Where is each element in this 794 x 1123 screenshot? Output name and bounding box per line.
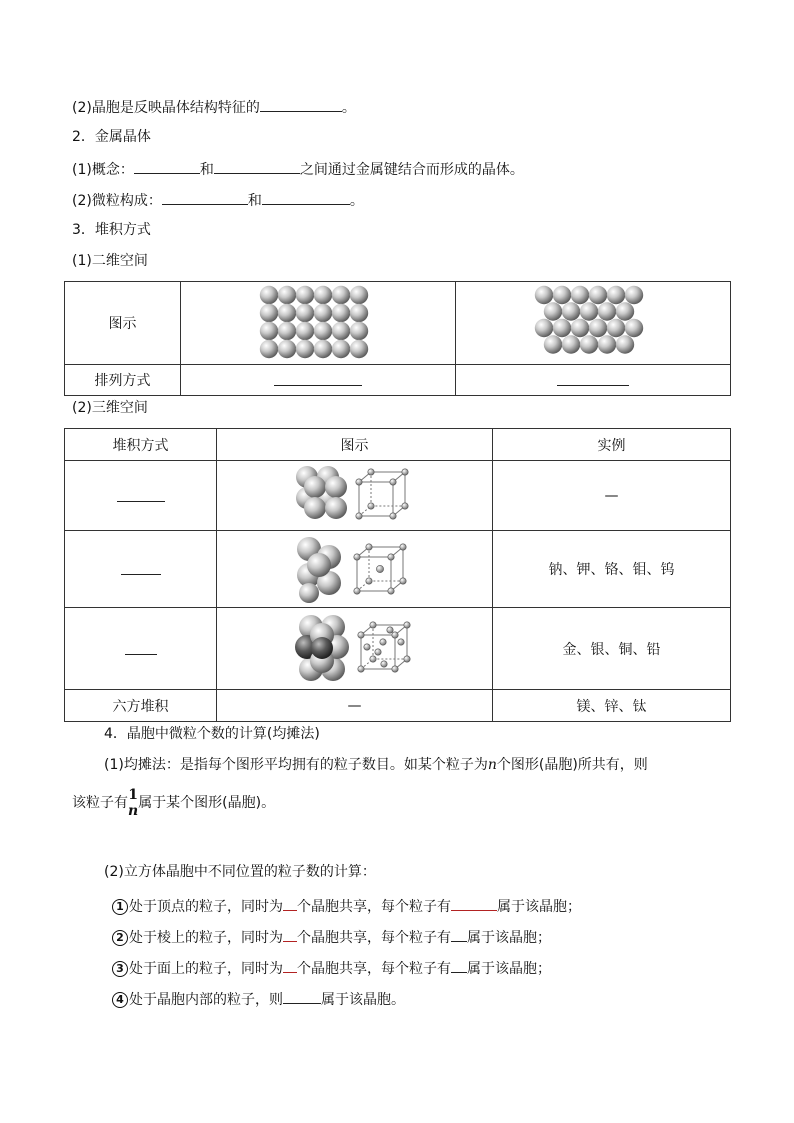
blank[interactable]: [557, 370, 629, 386]
sphere: [589, 319, 607, 337]
sphere: [562, 302, 580, 320]
bcc-diagram: [217, 531, 493, 608]
sphere: [296, 286, 314, 304]
sphere: [314, 286, 332, 304]
sphere: [314, 304, 332, 322]
simple-cubic-diagram: [217, 461, 493, 531]
sphere: [544, 302, 562, 320]
sphere: [350, 304, 368, 322]
blank[interactable]: [283, 988, 321, 1004]
example-cell: 金、银、铜、铅: [493, 608, 731, 690]
blank[interactable]: [117, 486, 165, 502]
method-cell: 六方堆积: [65, 690, 217, 722]
square-packing-spheres: [258, 285, 378, 361]
circled-number: 3: [112, 961, 128, 977]
table-3d-stacking: [64, 428, 731, 722]
sphere: [296, 340, 314, 358]
sphere: [260, 304, 278, 322]
sphere: [278, 286, 296, 304]
blank[interactable]: [262, 189, 350, 205]
item-vertex: 1 处于顶点的粒子，同时为 个晶胞共享，每个粒子有 属于该晶胞；: [112, 895, 581, 917]
blank[interactable]: [283, 957, 297, 973]
sphere: [625, 286, 643, 304]
sphere: [553, 319, 571, 337]
para-average-method-2: 该粒子有 1 n 属于某个图形(晶胞)。: [72, 787, 276, 819]
sphere: [260, 322, 278, 340]
simple-cubic-figure: [295, 464, 415, 528]
example-cell: 镁、锌、钛: [493, 690, 731, 722]
example-cell: 钠、钾、铬、钼、钨: [493, 531, 731, 608]
sphere: [607, 319, 625, 337]
hex-packing-spheres: [533, 285, 653, 361]
sphere: [607, 286, 625, 304]
item-edge: 2 处于棱上的粒子，同时为 个晶胞共享，每个粒子有 属于该晶胞；: [112, 926, 551, 948]
hex-packing-diagram: [456, 282, 731, 365]
sphere: [580, 302, 598, 320]
sphere: [278, 340, 296, 358]
blank[interactable]: [451, 895, 497, 911]
blank[interactable]: [134, 158, 200, 174]
bcc-figure: [295, 535, 415, 603]
heading-stacking: 3．堆积方式: [72, 222, 151, 238]
circled-number: 4: [112, 992, 128, 1008]
heading-2d: (1)二维空间: [72, 253, 148, 269]
sphere: [296, 304, 314, 322]
heading-section4: 4．晶胞中微粒个数的计算(均摊法): [104, 726, 320, 742]
sphere: [544, 335, 562, 353]
example-cell: —: [493, 461, 731, 531]
header-diagram: 图示: [217, 429, 493, 461]
row-label-arrangement: 排列方式: [65, 365, 181, 396]
para-cubic-cell: (2)立方体晶胞中不同位置的粒子数的计算：: [104, 864, 376, 880]
line-unit-cell: (2)晶胞是反映晶体结构特征的 。: [72, 96, 356, 118]
blank[interactable]: [274, 370, 362, 386]
sphere: [332, 322, 350, 340]
blank[interactable]: [283, 895, 297, 911]
blank[interactable]: [121, 559, 161, 575]
sphere: [535, 286, 553, 304]
blank[interactable]: [214, 158, 300, 174]
sphere: [260, 340, 278, 358]
diagram-cell: —: [217, 690, 493, 722]
sphere: [598, 335, 616, 353]
sphere: [278, 304, 296, 322]
line-particles: (2)微粒构成： 和 。: [72, 189, 364, 211]
blank[interactable]: [283, 926, 297, 942]
sphere: [625, 319, 643, 337]
sphere: [332, 286, 350, 304]
line-concept: (1)概念： 和 之间通过金属键结合而形成的晶体。: [72, 158, 524, 180]
circled-number: 1: [112, 899, 128, 915]
sphere: [553, 286, 571, 304]
sphere: [598, 302, 616, 320]
sphere: [562, 335, 580, 353]
table-2d-stacking: [64, 281, 731, 396]
sphere: [535, 319, 553, 337]
row-label-diagram: 图示: [65, 282, 181, 365]
heading-3d: (2)三维空间: [72, 400, 148, 416]
fcc-diagram: [217, 608, 493, 690]
square-packing-diagram: [181, 282, 456, 365]
blank[interactable]: [162, 189, 248, 205]
blank[interactable]: [451, 926, 467, 942]
header-method: 堆积方式: [65, 429, 217, 461]
blank[interactable]: [125, 639, 157, 655]
sphere: [571, 319, 589, 337]
sphere: [350, 322, 368, 340]
blank[interactable]: [260, 96, 342, 112]
blank[interactable]: [451, 957, 467, 973]
sphere: [350, 340, 368, 358]
sphere: [580, 335, 598, 353]
sphere: [571, 286, 589, 304]
sphere: [350, 286, 368, 304]
circled-number: 2: [112, 930, 128, 946]
sphere: [296, 322, 314, 340]
item-face: 3 处于面上的粒子，同时为 个晶胞共享，每个粒子有 属于该晶胞；: [112, 957, 551, 979]
fraction: 1 n: [128, 787, 139, 819]
sphere: [616, 302, 634, 320]
sphere: [260, 286, 278, 304]
heading-metal-crystal: 2．金属晶体: [72, 129, 151, 145]
para-average-method: (1)均摊法：是指每个图形平均拥有的粒子数目。如某个粒子为n个图形(晶胞)所共有，则: [104, 757, 648, 773]
sphere: [278, 322, 296, 340]
header-example: 实例: [493, 429, 731, 461]
fcc-figure: [295, 613, 415, 685]
sphere: [332, 340, 350, 358]
sphere: [616, 335, 634, 353]
sphere: [314, 340, 332, 358]
sphere: [589, 286, 607, 304]
sphere: [314, 322, 332, 340]
item-interior: 4 处于晶胞内部的粒子，则 属于该晶胞。: [112, 988, 405, 1010]
sphere: [332, 304, 350, 322]
